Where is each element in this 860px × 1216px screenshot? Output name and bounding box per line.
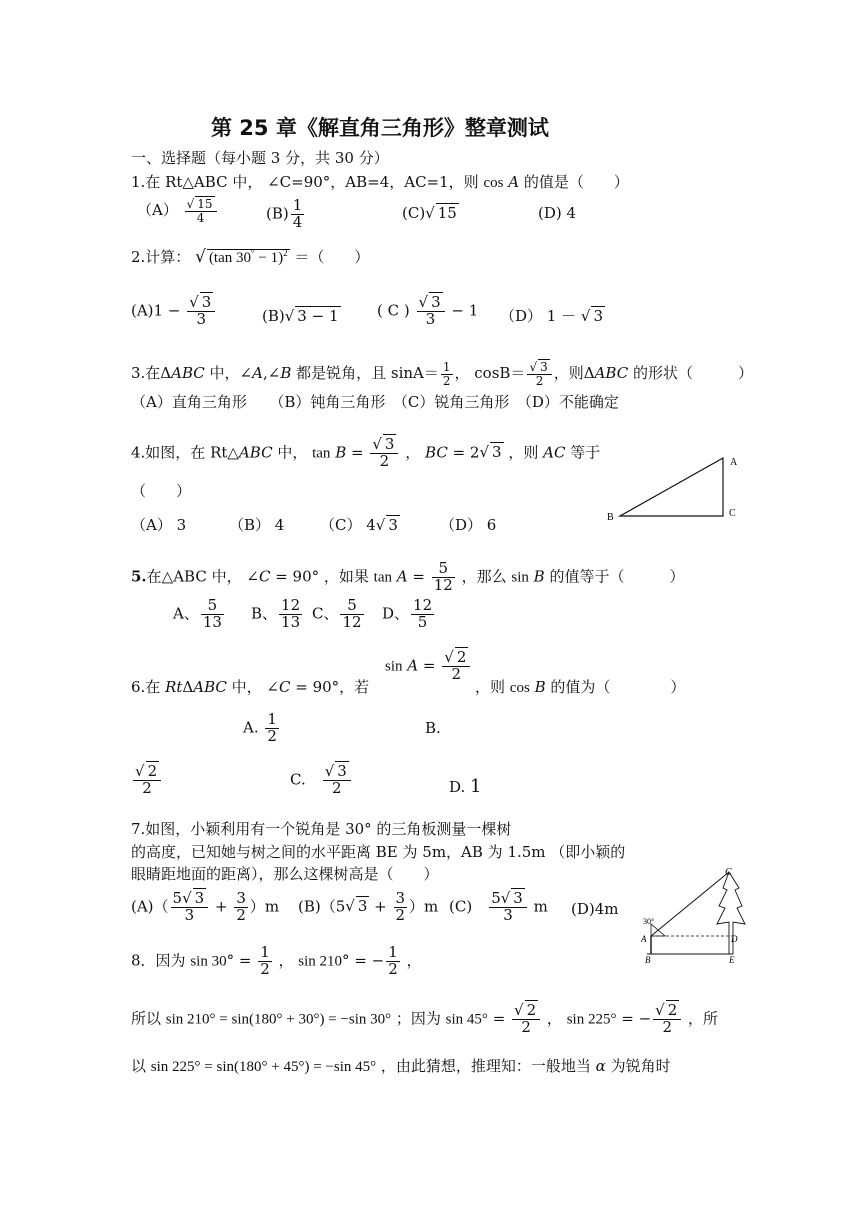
q5-option-d: D、 $\frac{12}{5}$: [382, 596, 433, 631]
q4-label-a: A: [730, 457, 738, 468]
q3-options: （A）直角三角形 （B）钝角三角形 （C）锐角三角形 （D）不能确定: [131, 393, 619, 411]
q4-option-a: （A） 3: [131, 516, 187, 534]
q1-option-c: (C)√ 15: [402, 204, 457, 222]
q2-option-d: （D） 1 － √ 3: [500, 307, 603, 325]
q2-option-a: (A)1 − $\frac{√ 3}{3}$: [131, 295, 217, 328]
section-heading: 一、选择题（每小题 3 分，共 30 分）: [131, 149, 389, 167]
q7-label-a: A: [641, 934, 647, 944]
q6-option-d: D. 1: [449, 776, 482, 797]
q7-line2: 的高度，已知她与树之间的水平距离 BE 为 5m，AB 为 1.5m （即小颖的: [131, 843, 626, 861]
q5-option-a: A、 $\frac{5}{13}$: [173, 596, 222, 631]
q7-line1: 7.如图，小颖利用有一个锐角是 30° 的三角板测量一棵树: [131, 820, 512, 838]
q6-sin-a: sin A = $\frac{√ 2}{2}$: [385, 650, 472, 683]
q4-option-b: （B） 4: [229, 516, 285, 534]
q8-line2: 所以 sin 210° = sin(180° + 30°) = −sin 30° ；因为 sin 45° = $\frac{√ 2}{2}$ ， sin 225° = − $\frac{√ 2}{2}$ ，所: [131, 1001, 719, 1036]
q7-label-angle: 30°: [643, 917, 655, 926]
q2-option-c: ( C ) $\frac{√ 3}{3}$ − 1: [377, 293, 479, 328]
page-title: 第 25 章《解直角三角形》整章测试: [211, 116, 549, 140]
q2-stem: 2.计算： √ (tan 30° − 1)$^2$ ＝（ ）: [131, 247, 370, 267]
q7-option-a: (A)（ $\frac{5√ 3}{3}$ + $\frac{3}{2}$ ）m: [131, 889, 280, 924]
q4-option-d: （D） 6: [440, 516, 497, 534]
q8-line1: 8．因为 sin 30° = $\frac{1}{2}$ ， sin 210° = − $\frac{1}{2}$ ，: [131, 943, 422, 978]
q4-label-c: C: [729, 508, 736, 519]
q7-option-c: (C) $\frac{5√ 3}{3}$ m: [449, 889, 548, 924]
q6-stem: 6.在 RtΔABC 中， ∠C = 90°，若: [131, 678, 370, 696]
q1-option-b: (B) $\frac{1}{4}$: [266, 196, 303, 231]
q4-label-b: B: [607, 512, 614, 523]
q7-label-e: E: [729, 955, 735, 965]
q5-stem: 5.在△ABC 中， ∠C = 90° ，如果 tan A = $\frac{5}{12}$ ，那么 sin B 的值等于（ ）: [131, 559, 685, 594]
q1-stem: 1.在 Rt△ABC 中， ∠C=90°，AB=4，AC=1，则 cos A 的值是（ ）: [131, 173, 629, 191]
q7-label-b: B: [645, 955, 651, 965]
q7-option-d: (D)4m: [571, 900, 619, 918]
q7-tree-figure: [637, 866, 752, 966]
q7-option-b: (B)（5√ 3 + $\frac{3}{2}$ ）m: [298, 889, 439, 924]
q6-option-c: C. $\frac{√ 3}{2}$: [290, 764, 353, 797]
q6-option-a: A. $\frac{1}{2}$: [243, 710, 277, 745]
q6-option-b-label: B.: [425, 719, 441, 737]
q1-option-a: （A） $\frac{√ 15}{4}$: [137, 198, 219, 224]
q4-blank: （ ）: [131, 482, 192, 500]
q4-triangle-figure: [605, 448, 745, 528]
q8-line3: 以 sin 225° = sin(180° + 45°) = −sin 45° ，由此猜想，推理知：一般地当 α 为锐角时: [131, 1057, 671, 1075]
q5-option-b: B、 $\frac{12}{13}$: [251, 596, 301, 631]
q5-option-c: C、 $\frac{5}{12}$: [312, 596, 362, 631]
q2-option-b: (B)√ 3 − 1: [262, 307, 339, 325]
q6-stem-tail: ，则 cos B 的值为（ ）: [475, 678, 686, 696]
q7-label-c: C: [725, 867, 732, 878]
q1-option-d: (D) 4: [538, 204, 577, 222]
q4-stem: 4.如图，在 Rt△ABC 中， tan B = $\frac{√ 3}{2}$ ， BC = 2√ 3 ，则 AC 等于: [131, 435, 601, 470]
q7-line3: 眼睛距地面的距离），那么这棵树高是（ ）: [131, 865, 439, 883]
q7-label-d: D: [731, 934, 738, 944]
q4-option-c: （C） 4√ 3: [320, 516, 398, 534]
q6-option-b-value: $\frac{√ 2}{2}$: [131, 764, 163, 797]
q3-stem: 3.在ΔABC 中，∠A,∠B 都是锐角，且 sinA＝ $\frac{1}{2}$ ， cosB＝ $\frac{√ 3}{2}$ ，则ΔABC 的形状（ ）: [131, 360, 753, 388]
